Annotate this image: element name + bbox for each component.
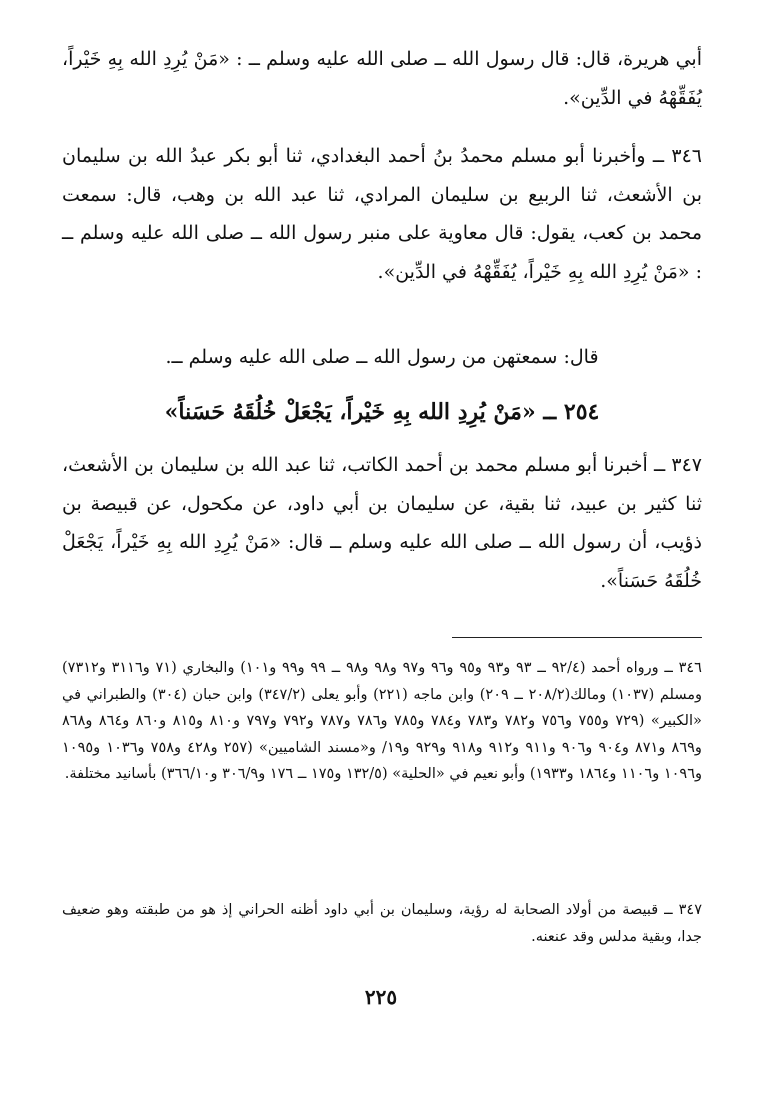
paragraph-346: ٣٤٦ ــ وأخبرنا أبو مسلم محمدُ بنُ أحمد البغدادي، ثنا أبو بكر عبدُ الله بن سليمان بن الأشعث، ثنا الربيع بن سليمان المرادي، ثنا عبد الله بن وهب، قال: سمعت محمد بن كعب، يقول: قال معاوية على منبر رسول الله ــ صلى الله عليه وسلم ــ : «مَنْ يُرِدِ الله بِهِ خَيْراً، يُفَقِّهْهُ في الدِّين». (62, 145, 702, 283)
paragraph-hadith-end: أبي هريرة، قال: قال رسول الله ــ صلى الله عليه وسلم ــ : «مَنْ يُرِدِ الله بِهِ خَيْراً، يُفَقِّهْهُ في الدِّين». (62, 48, 702, 109)
page-number: ٢٢٥ (364, 985, 398, 1009)
paragraph-347: ٣٤٧ ــ أخبرنا أبو مسلم محمد بن أحمد الكاتب، ثنا عبد الله بن سليمان بن الأشعث، ثنا كثير بن عبيد، ثنا بقية، عن سليمان بن أبي داود، عن مكحول، عن قبيصة بن ذؤيب، أن رسول الله ــ صلى الله عليه وسلم ــ قال: «مَنْ يُرِدِ الله بِهِ خَيْراً، يَجْعَلْ خُلُقَهُ حَسَناً». (62, 454, 702, 592)
chapter-heading-254: ٢٥٤ ــ «مَنْ يُرِدِ الله بِهِ خَيْراً، يَجْعَلْ خُلُقَهُ حَسَناً» (164, 399, 600, 425)
paragraph-narrator-note: قال: سمعتهن من رسول الله ــ صلى الله عليه وسلم ــ. (165, 346, 599, 368)
footnote-346: ٣٤٦ ــ ورواه أحمد (٩٢/٤ ــ ٩٣ و٩٣ و٩٥ و٩٦ و٩٧ و٩٨ و٩٨ ــ ٩٩ و٩٩ و١٠١) والبخاري (٧١ و٣١١٦ و٧٣١٢) ومسلم (١٠٣٧) ومالك(٢٠٨/٢ ــ ٢٠٩) وابن ماجه (٢٢١) وأبو يعلى (٣٤٧/٢) وابن حبان (٣٠٤) والطبراني في «الكبير» (٧٢٩ و٧٥٥ و٧٥٦ و٧٨٢ و٧٨٣ و٧٨٤ و٧٨٥ و٧٨٦ و٧٨٧ و٧٩٢ و٧٩٧ و٨١٠ و٨١٥ و٨٦٠ و٨٦٤ و٨٦٨ و٨٦٩ و٨٧١ و٩٠٤ و٩٠٦ و٩١١ و٩١٢ و٩١٨ و٩٢٩ و١٩/ و«مسند الشاميين» (٢٥٧ و٤٢٨ و٧٥٨ و١٠٣٦ و١٠٩٥ و١٠٩٦ و١١٠٦ و١٨٦٤ و١٩٣٣) وأبو نعيم في «الحلية» (١٣٢/٥ و١٧٥ ــ ١٧٦ و٣٠٦/٩ و٣٦٦/١٠) بأسانيد مختلفة. (62, 660, 703, 782)
footnote-347: ٣٤٧ ــ قبيصة من أولاد الصحابة له رؤية، وسليمان بن أبي داود أظنه الحراني إذ هو من طبقته وهو ضعيف جدا، وبقية مدلس وقد عنعنه. (62, 902, 702, 945)
footnote-divider (452, 637, 702, 638)
